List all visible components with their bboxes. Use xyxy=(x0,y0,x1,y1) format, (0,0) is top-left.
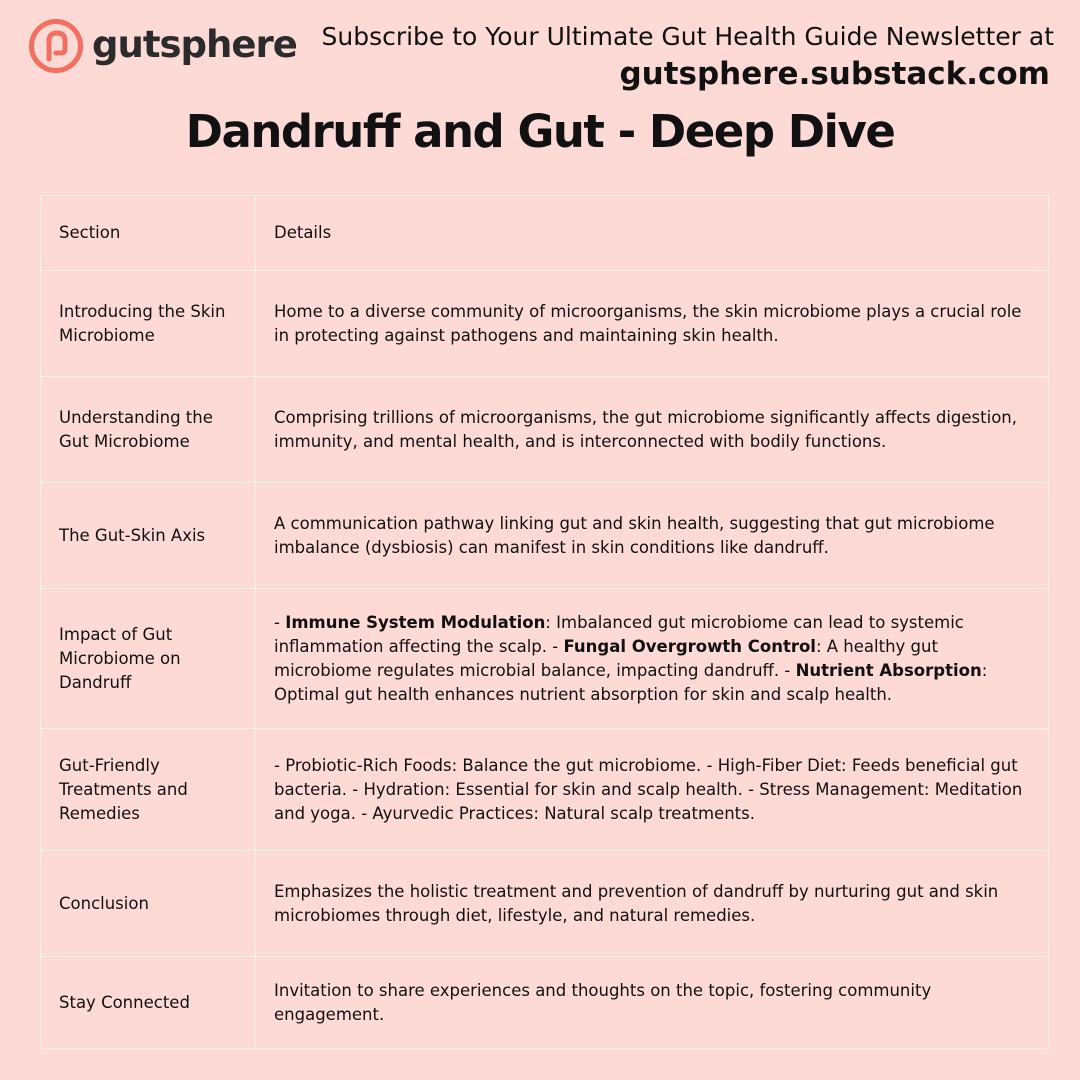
row-section: Introducing the Skin Microbiome xyxy=(41,271,256,377)
table-row xyxy=(41,851,1049,957)
detail-term: Nutrient Absorption xyxy=(795,660,982,680)
row-section: Impact of Gut Microbiome on Dandruff xyxy=(41,589,256,729)
brand-logo xyxy=(28,18,297,74)
detail-text: : A healthy gut microbiome regulates microbial balance, impacting dandruff. xyxy=(274,636,938,680)
table-row xyxy=(41,271,1049,377)
row-details: Home to a diverse community of microorganisms, the skin microbiome plays a crucial role in protecting against pathogens and maintaining skin health. xyxy=(256,271,1049,377)
table-row xyxy=(41,729,1049,851)
newsletter-link[interactable]: gutsphere.substack.com xyxy=(619,56,1050,92)
header-details: Details xyxy=(256,196,1049,271)
detail-prefix: - xyxy=(784,660,796,680)
brand-name: gutsphere xyxy=(92,22,297,66)
detail-term: Immune System Modulation xyxy=(285,612,546,632)
row-details: Invitation to share experiences and thoughts on the topic, fostering community engagement. xyxy=(256,957,1049,1049)
row-section: Conclusion xyxy=(41,851,256,957)
table-row xyxy=(41,377,1049,483)
table-row xyxy=(41,483,1049,589)
gut-logo-icon xyxy=(28,18,84,74)
table-row xyxy=(41,957,1049,1049)
row-section: The Gut-Skin Axis xyxy=(41,483,256,589)
row-details xyxy=(256,589,1049,729)
page-title: Dandruff and Gut - Deep Dive xyxy=(185,105,895,158)
row-section: Gut-Friendly Treatments and Remedies xyxy=(41,729,256,851)
row-section: Stay Connected xyxy=(41,957,256,1049)
row-details: A communication pathway linking gut and skin health, suggesting that gut microbiome imbalance (dysbiosis) can manifest in skin conditions like dandruff. xyxy=(256,483,1049,589)
subscribe-banner xyxy=(321,20,1054,94)
subscribe-text: Subscribe to Your Ultimate Gut Health Guide Newsletter at xyxy=(321,22,1054,51)
table-row xyxy=(41,589,1049,729)
row-section: Understanding the Gut Microbiome xyxy=(41,377,256,483)
header-section: Section xyxy=(41,196,256,271)
row-details: Emphasizes the holistic treatment and prevention of dandruff by nurturing gut and skin microbiomes through diet, lifestyle, and natural remedies. xyxy=(256,851,1049,957)
detail-text: : Optimal gut health enhances nutrient absorption for skin and scalp health. xyxy=(274,660,988,704)
row-details: - Probiotic-Rich Foods: Balance the gut microbiome. - High-Fiber Diet: Feeds beneficial gut bacteria. - Hydration: Essential for skin and scalp health. - Stress Management: Meditation and yoga. - Ayurvedic Practices: Natural scalp treatments. xyxy=(256,729,1049,851)
detail-term: Fungal Overgrowth Control xyxy=(563,636,816,656)
detail-text: : Imbalanced gut microbiome can lead to systemic inflammation affecting the scalp. xyxy=(274,612,964,656)
table-header-row xyxy=(41,196,1049,271)
detail-prefix: - xyxy=(552,636,564,656)
deep-dive-table xyxy=(40,195,1049,1049)
row-details: Comprising trillions of microorganisms, the gut microbiome significantly affects digestion, immunity, and mental health, and is interconnected with bodily functions. xyxy=(256,377,1049,483)
detail-prefix: - xyxy=(274,612,286,632)
